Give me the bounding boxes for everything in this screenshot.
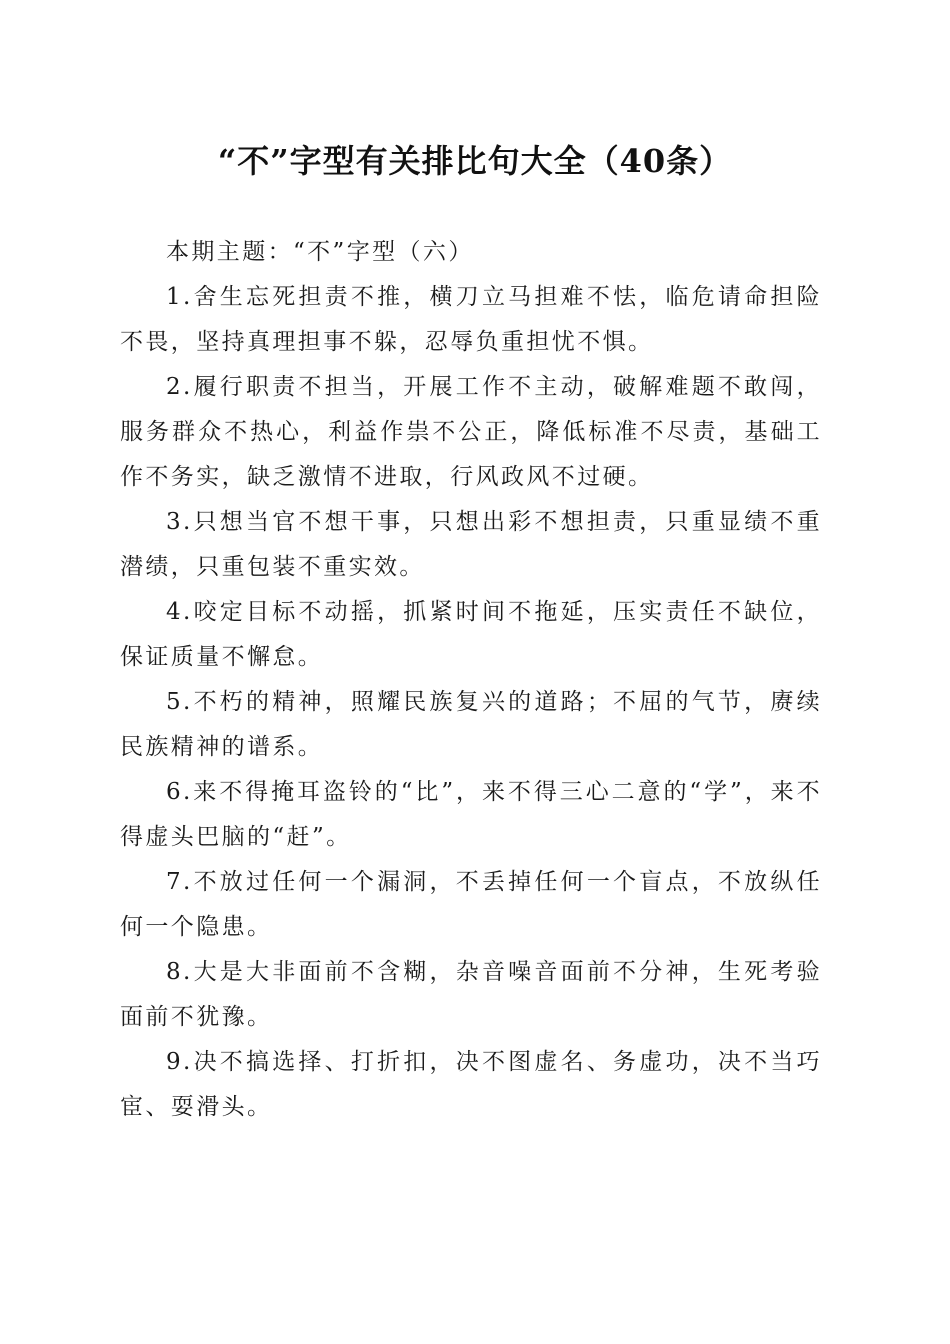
list-item: 4.咬定目标不动摇，抓紧时间不拖延，压实责任不缺位，保证质量不懈怠。 [120, 599, 822, 670]
list-item: 9.决不搞选择、打折扣，决不图虚名、务虚功，决不当巧宦、耍滑头。 [120, 1049, 822, 1120]
list-item: 7.不放过任何一个漏洞，不丢掉任何一个盲点，不放纵任何一个隐患。 [120, 869, 822, 940]
document-body [120, 230, 822, 1130]
list-item: 8.大是大非面前不含糊，杂音噪音面前不分神，生死考验面前不犹豫。 [120, 959, 822, 1030]
list-item: 2.履行职责不担当，开展工作不主动，破解难题不敢闯，服务群众不热心，利益作祟不公正，降低标准不尽责，基础工作不务实，缺乏激情不进取，行风政风不过硬。 [120, 374, 822, 490]
document-title: “不”字型有关排比句大全（40条） [217, 142, 733, 180]
list-item: 6.来不得掩耳盗铃的“比”，来不得三心二意的“学”，来不得虚头巴脑的“赶”。 [120, 779, 822, 850]
list-item: 1.舍生忘死担责不推，横刀立马担难不怯，临危请命担险不畏，坚持真理担事不躲，忍辱负重担忧不惧。 [120, 284, 822, 355]
intro-paragraph: 本期主题：“不”字型（六） [166, 239, 474, 265]
list-item: 5.不朽的精神，照耀民族复兴的道路；不屈的气节，赓续民族精神的谱系。 [120, 689, 822, 760]
list-item: 3.只想当官不想干事，只想出彩不想担责，只重显绩不重潜绩，只重包装不重实效。 [120, 509, 822, 580]
